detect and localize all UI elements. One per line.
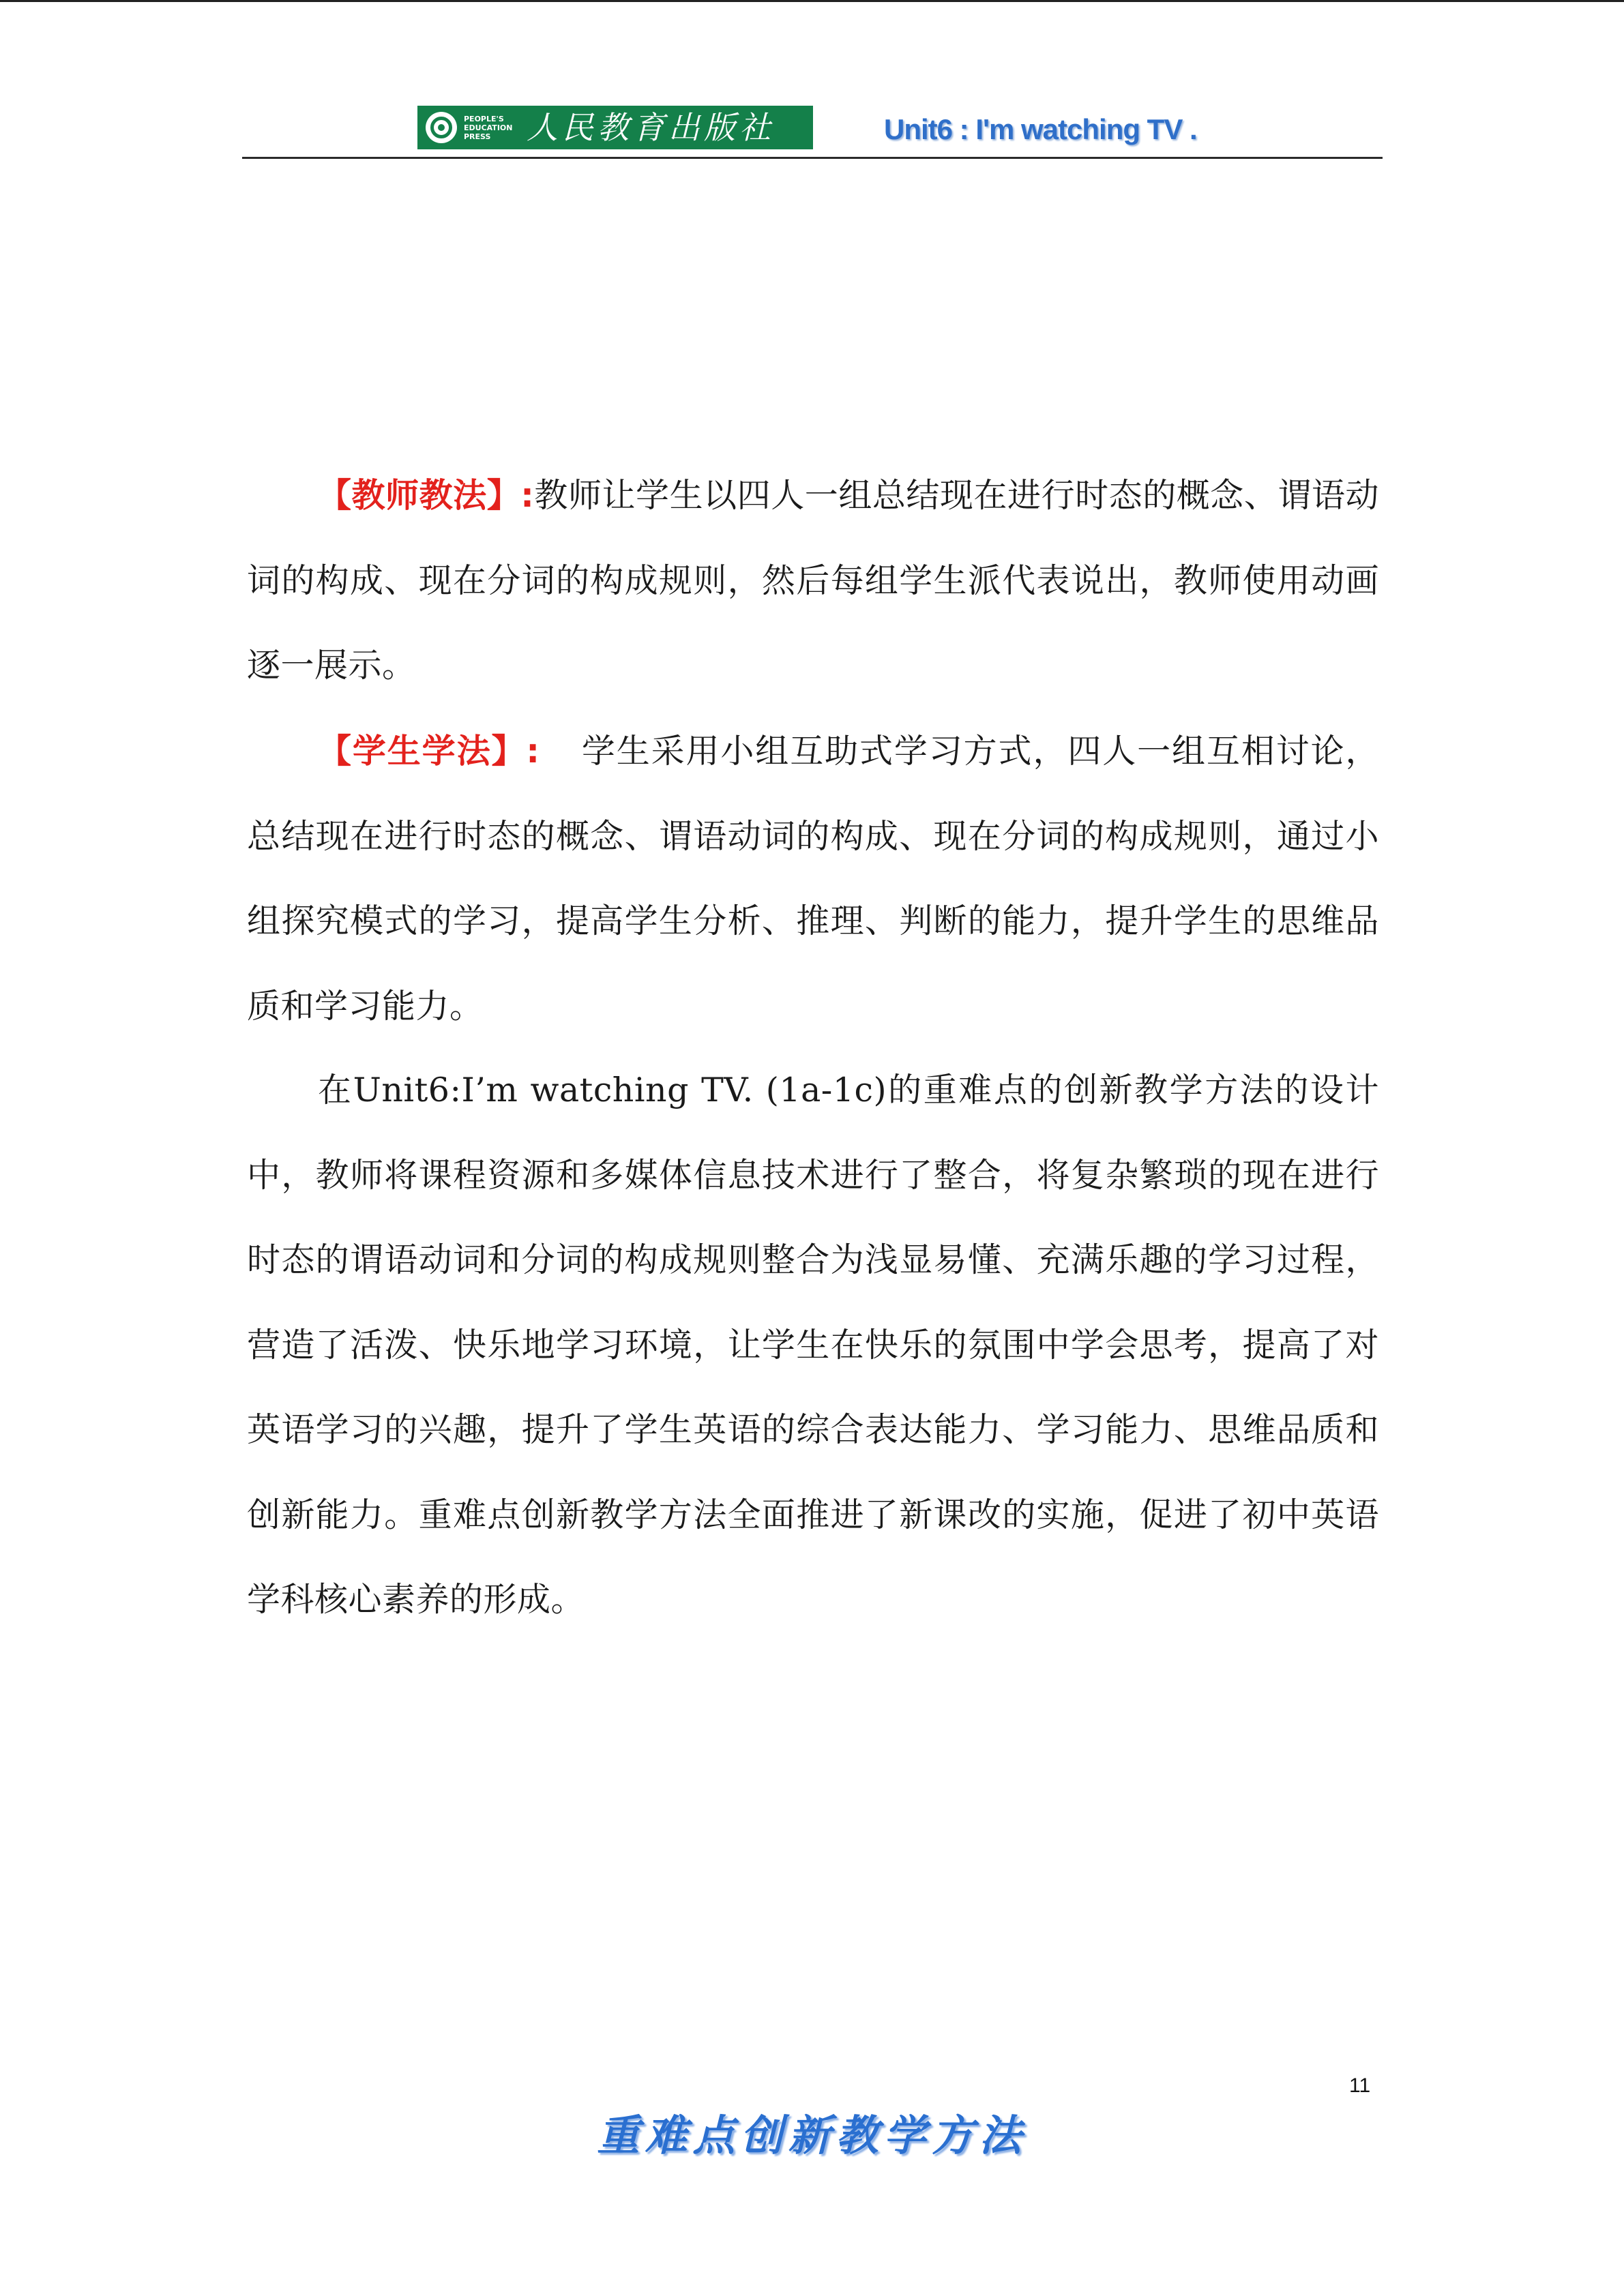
publisher-emblem-icon (426, 112, 457, 143)
student-method-paragraph (247, 709, 1379, 1049)
page-number: 11 (1349, 2074, 1371, 2097)
student-method-label: 【学生学法】: (318, 732, 540, 771)
header-divider (242, 157, 1383, 159)
unit-title: Unit6 : I'm watching TV . (884, 113, 1197, 145)
publisher-logo (417, 106, 813, 149)
logo-chinese-text: 人民教育出版社 (527, 109, 775, 146)
summary-paragraph: 在Unit6:I’m watching TV. (1a-1c)的重难点的创新教学方法的设计中，教师将课程资源和多媒体信息技术进行了整合，将复杂繁琐的现在进行时态的谓语动词和分词的构成规则整合为浅显易懂、充满乐趣的学习过程，营造了活泼、快乐地学习环境，让学生在快乐的氛围中学会思考，提高了对英语学习的兴趣，提升了学生英语的综合表达能力、学习能力、思维品质和创新能力。重难点创新教学方法全面推进了新课改的实施，促进了初中英语学科核心素养的形成。 (247, 1071, 1379, 1619)
student-method-text: 学生采用小组互助式学习方式，四人一组互相讨论，总结现在进行时态的概念、谓语动词的构成、现在分词的构成规则，通过小组探究模式的学习，提高学生分析、推理、判断的能力，提升学生的思维品质和学习能力。 (247, 732, 1379, 1026)
page-top-border (0, 0, 1624, 2)
teacher-method-paragraph (247, 453, 1379, 709)
teacher-method-text: 教师让学生以四人一组总结现在进行时态的概念、谓语动词的构成、现在分词的构成规则，然后每组学生派代表说出，教师使用动画逐一展示。 (247, 476, 1379, 685)
footer-title: 重难点创新教学方法 (597, 2111, 1027, 2160)
logo-english-text: PEOPLE'S EDUCATION PRESS (464, 114, 513, 141)
teacher-method-label: 【教师教法】: (318, 476, 535, 515)
